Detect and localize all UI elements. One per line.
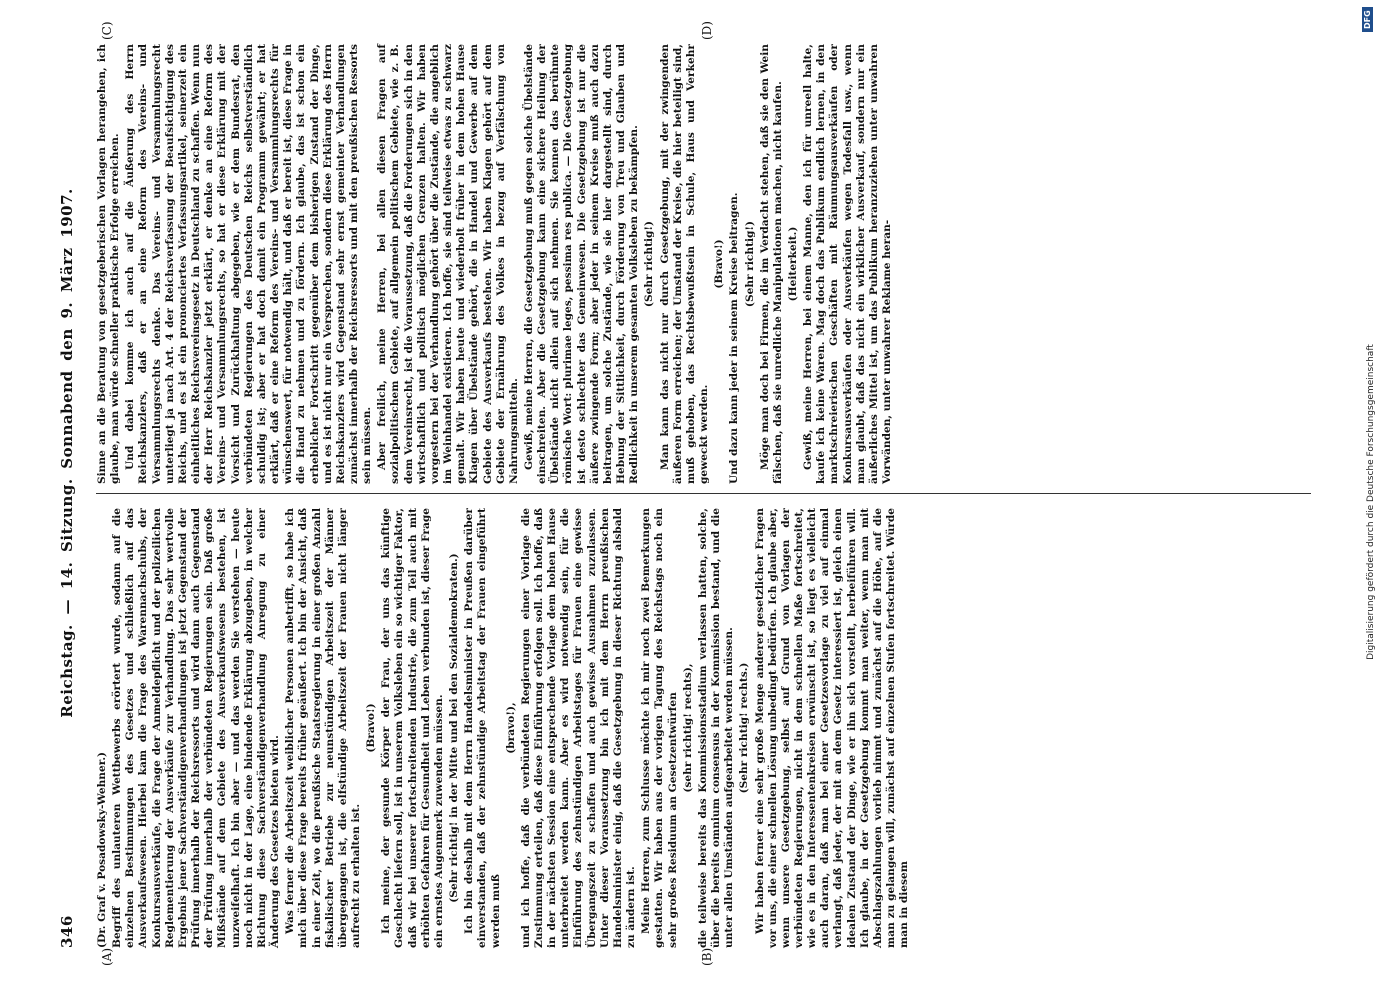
paragraph: Wir haben ferner eine sehr große Menge anderer gesetzlicher Fragen vor uns, die einer schnellen Lösung unbedingt bedürfen. Ich glaube aber, wenn unsere Gesetzgebung, selbst auf Grund von Vorlagen der verbündeten Regierungen, nicht in dem schnellen Maße fortschreitet, wie es in den Interessentenkreisen erwünscht ist, so liegt es vielleicht auch daran, daß man bei einer Gesetzesvorlage zu viel auf einmal verlangt, daß jeder, der mit an dem Gesetz interessiert ist, gleich einen idealen Zustand der Dinge, wie er ihn sich vorstellt, herbeiführen will. Ich glaube, in der Gesetzgebung kommt man weiter, wenn man mit Abschlagszahlungen vorlieb nimmt und zunächst auf die Höhe, auf die man zu gelangen will, zunächst auf einzelnen Stufen fortschreitet. Würde man in diesem [753, 508, 911, 948]
digitization-credit: Digitalisierung gefördert durch die Deutsche Forschungsgemeinschaft [1366, 344, 1376, 660]
page-title: Reichstag. — 14. Sitzung. Sonnabend den 9. März 1907. [58, 188, 76, 718]
paragraph: (Sehr richtig!) [643, 220, 656, 308]
paragraph: (Bravo!) [365, 703, 378, 753]
paragraph: (Sehr richtig! in der Mitte und bei den Sozialdemokraten.) [448, 553, 461, 903]
paragraph: Gewiß, meine Herren, bei einem Manne, den ich für unreell halte, kaufe ich keine Waren. Mag doch das Publikum endlich lernen, in den marktschreierischen Geschäften mit Räumungsausverkäufen oder Konkursausverkäufen oder Ausverkäufen wegen Todesfall usw., wenn man glaubt, daß das nicht ein wirklicher Ausverkauf, sondern nur ein äußerliches Mittel ist, um das Publikum heranzuziehen unter unwahren Vorwänden, unter unwahrer Reklame heran- [802, 44, 894, 484]
paragraph: (Dr. Graf v. Posadowsky-Wehner.) [96, 751, 108, 948]
paragraph: (Sehr richtig!) [743, 220, 756, 308]
paragraph: Was ferner die Arbeitszeit weiblicher Personen anbetrifft, so habe ich mich über diese Frage bereits früher geäußert. Ich bin der Ansicht, daß in einer Zeit, wo die preußische Staatsregierung in einer großen Anzahl fiskalischer Betriebe zur neunstündigen Arbeitszeit der Männer übergegangen ist, die elfstündige Arbeitszeit der Frauen nicht länger aufrecht zu erhalten ist. [284, 508, 362, 948]
paragraph: Meine Herren, zum Schlusse möchte ich mir noch zwei Bemerkungen gestatten. Wir haben aus der vorigen Tagung des Reichstags noch ein sehr großes Residuum an Gesetzentwürfen [640, 508, 679, 948]
paragraph: (Bravo!) [713, 239, 726, 289]
paragraph: (bravo!), [504, 702, 517, 754]
dfg-logo: DFG [1362, 7, 1373, 32]
paragraph: (Heiterkeit.) [786, 226, 799, 302]
page-header [58, 48, 84, 948]
paragraph: (sehr richtig! rechts), [681, 663, 694, 793]
paragraph: und ich hoffe, daß die verbündeten Regierungen einer Vorlage die Zustimmung erteilen, daß diese Einführung erfolgen soll. Ich hoffe, daß in der nächsten Session eine entsprechende Vorlage dem hohen Hause unterbreitet werden kann. Aber es wird notwendig sein, für die Einführung des zehnstündigen Arbeitstages für Frauen eine gewisse Übergangszeit zu schaffen und auch gewisse Ausnahmen zuzulassen. Unter dieser Voraussetzung bin ich mit dem Herrn preußischen Handelsminister einig, daß die Gesetzgebung in dieser Richtung alsbald zu ändern ist. [519, 508, 638, 948]
paragraph: Ich bin deshalb mit dem Herrn Handelsminister in Preußen darüber einverstanden, daß der zehnstündige Arbeitstag der Frauen eingeführt werden muß [463, 508, 502, 948]
margin-marker-a: (A) [100, 947, 114, 966]
paragraph: Man kann das nicht nur durch Gesetzgebung, mit der zwingenden äußeren Form erreichen; der Umstand der Kreise, die hier beteiligt sind, muß gehoben, das Rechtsbewußtsein in Schule, Haus und Verkehr geweckt werden. [658, 44, 711, 484]
paragraph: Gewiß, meine Herren, die Gesetzgebung muß gegen solche Übelstände einschreiten. Aber die Gesetzgebung kann eine sichere Heilung der Übelstände nicht allein auf sich nehmen. Sie kennen das berühmte römische Wort: plurimae leges, pessima res publica. — Die Gesetzgebung ist desto schlechter das Gemeinwesen. Die Gesetzgebung ist nur die äußere zwingende Form; aber jeder in seinem Kreise muß auch dazu beitragen, um solche Zustände, wie sie hier dargestellt sind, durch Hebung der Sittlichkeit, durch Förderung von Treu und Glauben und Redlichkeit in unserem gesamten Volksleben zu bekämpfen. [523, 44, 641, 484]
paragraph: Sinne an die Beratung von gesetzgeberischen Vorlagen herangehen, ich glaube, man würde schneller praktische Erfolge erreichen. [96, 44, 122, 484]
paragraph: die teilweise bereits das Kommissionsstadium verlassen hatten, solche, über die bereits omnium consensus in der Kommission bestand, und die unter allen Umständen aufgearbeitet werden müssen. [696, 508, 736, 948]
page-number: 346 [58, 915, 76, 948]
paragraph: Ich meine, der gesunde Körper der Frau, der uns das künftige Geschlecht liefern soll, ist in unserem Volksleben ein so wichtiger Faktor, daß wir bei unserer fortschreitenden Industrie, die zum Teil auch mit erhöhten Gefahren für Gesundheit und Leben verbunden ist, dieser Frage ein ernstes Augenmerk zuwenden müssen. [380, 508, 445, 948]
margin-marker-c: (C) [100, 21, 114, 40]
paragraph: Möge man doch bei Firmen, die im Verdacht stehen, daß sie den Wein fälschen, daß sie unredliche Manipulationen machen, nicht kaufen. [758, 44, 784, 484]
margin-marker-d: (D) [700, 21, 714, 40]
left-text-column [96, 508, 913, 948]
margin-marker-b: (B) [700, 947, 714, 966]
column-divider [96, 493, 1311, 494]
right-text-column [96, 44, 896, 484]
paragraph: Und dabei komme ich auch auf die Äußerung des Herrn Reichskanzlers, daß er an eine Reform des Vereins- und Versammlungsrechts denke. Das Vereins- und Versammlungsrecht unterliegt ja nach Art. 4 der Reichsverfassung der Beaufsichtigung des Reichs, und es ist ein prononciertes Verfassungsartikel, seinerzeit ein einheitliches Reichsvereinsgesetz in Deutschland zu schaffen. Wenn nun der Herr Reichskanzler jetzt erklärt, er denke an eine Reform des Vereins- und Versammlungsrechts, so hat er diese Erklärung mit der Vorsicht und Zurückhaltung abgegeben, wie er dem Bundesrat, den verbündeten Regierungen des Deutschen Reichs selbstverständlich schuldig ist; aber er hat doch damit ein Programm gewährt; er hat erklärt, daß er eine Reform des Vereins- und Versammlungsrechts für wünschenswert, für notwendig hält, und daß er bereit ist, diese Frage in die Hand zu nehmen und zu fördern. Ich glaube, das ist schon ein erheblicher Fortschritt gegenüber dem bisherigen Zustand der Dinge, und es ist nicht nur ein Versprechen, sondern diese Erklärung des Herrn Reichskanzlers wird Gegenstand sehr ernst gemeinter Verhandlungen zunächst innerhalb der Reichsressorts und mit den preußischen Ressorts sein müssen. [124, 44, 374, 484]
paragraph: Aber freilich, meine Herren, bei allen diesen Fragen auf sozialpolitischem Gebiete, auf allgemein politischem Gebiete, wie z. B. dem Vereinsrecht, ist die Voraussetzung, daß die Forderungen sich in den wirtschaftlich und politisch möglichen Grenzen halten. Wir haben vorgestern bei der Verhandlung gehört über die Zustände, die angeblich im Weinhandel existieren. Ich hoffe, sie sind teilweise etwas zu schwarz gemalt. Wir haben heute und wiederholt früher in dem hohen Hause Klagen über Übelstände gehört, die in Handel und Gewerbe auf dem Gebiete des Ausverkaufs bestehen. Wir haben Klagen gehört auf dem Gebiete der Ernährung des Volkes in bezug auf Verfälschung von Nahrungsmitteln. [376, 44, 520, 484]
paragraph: Und dazu kann jeder in seinem Kreise beitragen. [728, 192, 741, 484]
paragraph: (Sehr richtig! rechts.) [738, 662, 751, 794]
paragraph: Begriff des unlauteren Wettbewerbs erörtert wurde, sodann auf die einzelnen Bestimmungen des Gesetzes und schließlich auf das Ausverkaufswesen. Hierbei kam die Frage des Warennachschubs, der Konkursausverkäufe, die Frage der Anmeldepflicht und der polizeilichen Reglementierung der Ausverkäufe zur Verhandlung. Das sehr wertvolle Ergebnis jener Sachverständigenverhandlungen ist jetzt Gegenstand der Prüfung innerhalb der Reichsressorts und wird dann auch Gegenstand der Prüfung innerhalb der verbündeten Regierungen sein. Daß große Mißstände auf dem Gebiete des Ausverkaufswesens bestehen, ist unzweifelhaft. Ich bin aber — und das werden Sie verstehen — heute noch nicht in der Lage, eine bindende Erklärung abzugeben, in welcher Richtung diese Sachverständigenverhandlung Anregung zu einer Änderung des Gesetzes bieten wird. [111, 508, 282, 948]
